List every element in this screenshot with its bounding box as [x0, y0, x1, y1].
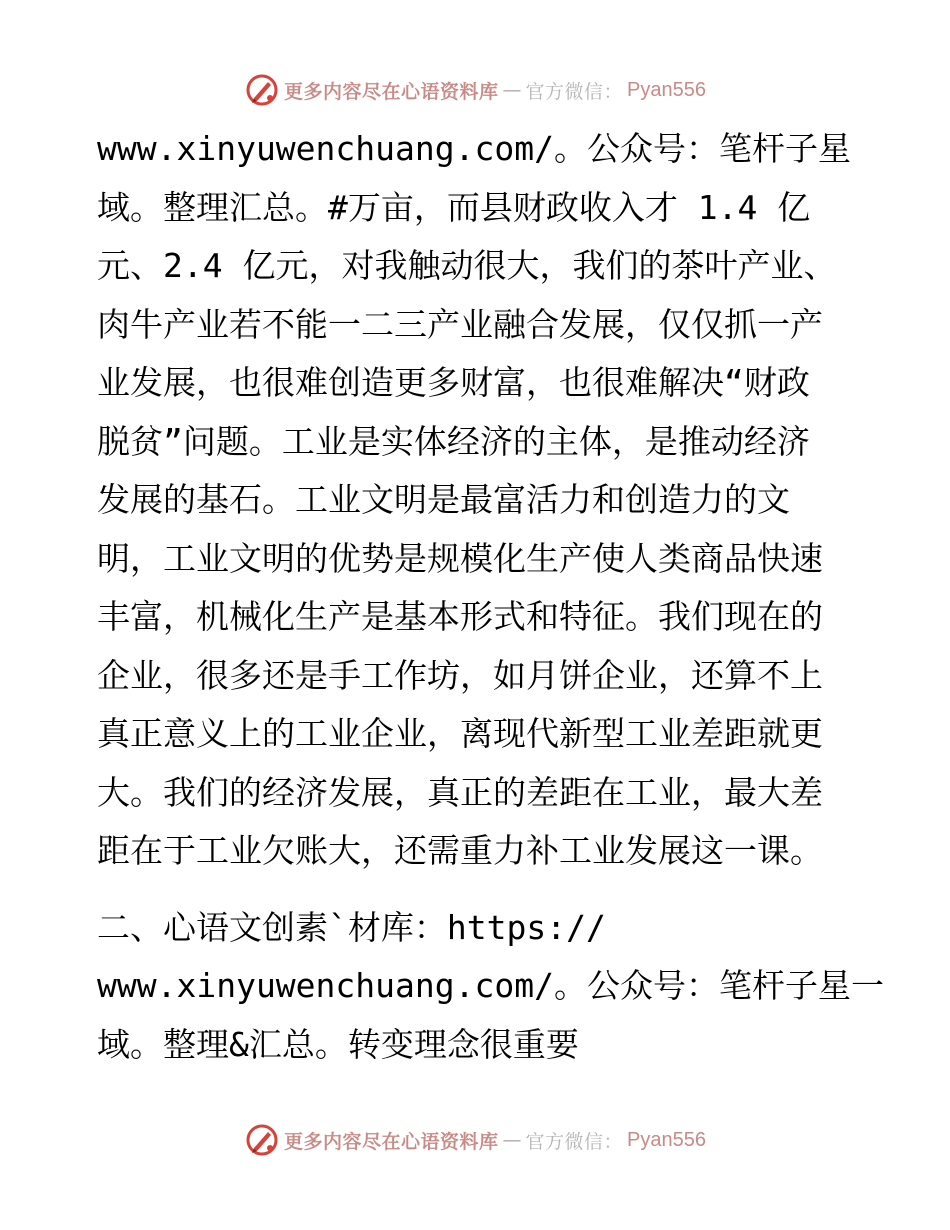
text-line: 脱贫”问题。工业是实体经济的主体，是推动经济 [97, 421, 810, 461]
paragraph-1 [97, 120, 857, 881]
header-watermark-banner [0, 68, 950, 112]
footer-watermark-inner [244, 1122, 706, 1158]
header-watermark-inner [244, 72, 706, 108]
text-line: 二、心语文创素`材库：https:// [97, 907, 606, 947]
text-line: 元、2.4 亿元，对我触动很大，我们的茶叶产业、 [97, 246, 837, 285]
pen-logo-icon [244, 72, 280, 108]
text-line: 丰富，机械化生产是基本形式和特征。我们现在的 [97, 597, 823, 636]
text-line: 企业，很多还是手工作坊，如月饼企业，还算不上 [97, 655, 823, 695]
watermark-site-text: 更多内容尽在心语资料库 [284, 1130, 499, 1153]
text-line: 业发展，也很难创造更多财富，也很难解决“财政 [97, 363, 810, 402]
watermark-wechat-label: 官方微信： [525, 1130, 624, 1153]
text-line: 发展的基石。工业文明是最富活力和创造力的文 [97, 480, 790, 519]
pen-logo-icon [244, 1122, 280, 1158]
text-line: 肉牛产业若不能一二三产业融合发展，仅仅抓一产 [97, 304, 823, 344]
text-line: 域。整理汇总。#万亩，而县财政收入才 1.4 亿 [97, 187, 811, 227]
watermark-dash: — [502, 1129, 522, 1151]
text-line: 距在于工业欠账大，还需重力补工业发展这一课。 [97, 831, 823, 870]
watermark-wechat-id: Pyan556 [627, 1128, 706, 1151]
watermark-wechat-id: Pyan556 [627, 78, 706, 101]
text-line: 大。我们的经济发展，真正的差距在工业，最大差 [97, 772, 823, 812]
watermark-dash: — [502, 79, 522, 101]
watermark-site-text: 更多内容尽在心语资料库 [284, 80, 499, 103]
watermark-wechat-label: 官方微信： [525, 80, 624, 103]
document-body [97, 120, 884, 1074]
text-line: 域。整理&汇总。转变理念很重要 [97, 1024, 579, 1064]
text-line: 明，工业文明的优势是规模化生产使人类商品快速 [97, 538, 823, 578]
paragraph-2 [97, 899, 884, 1075]
text-line: www.xinyuwenchuang.com/。公众号：笔杆子星一 [97, 966, 884, 1005]
text-line: 真正意义上的工业企业，离现代新型工业差距就更 [97, 714, 823, 753]
footer-watermark-banner [0, 1118, 950, 1162]
text-line: www.xinyuwenchuang.com/。公众号：笔杆子星 [97, 129, 851, 168]
